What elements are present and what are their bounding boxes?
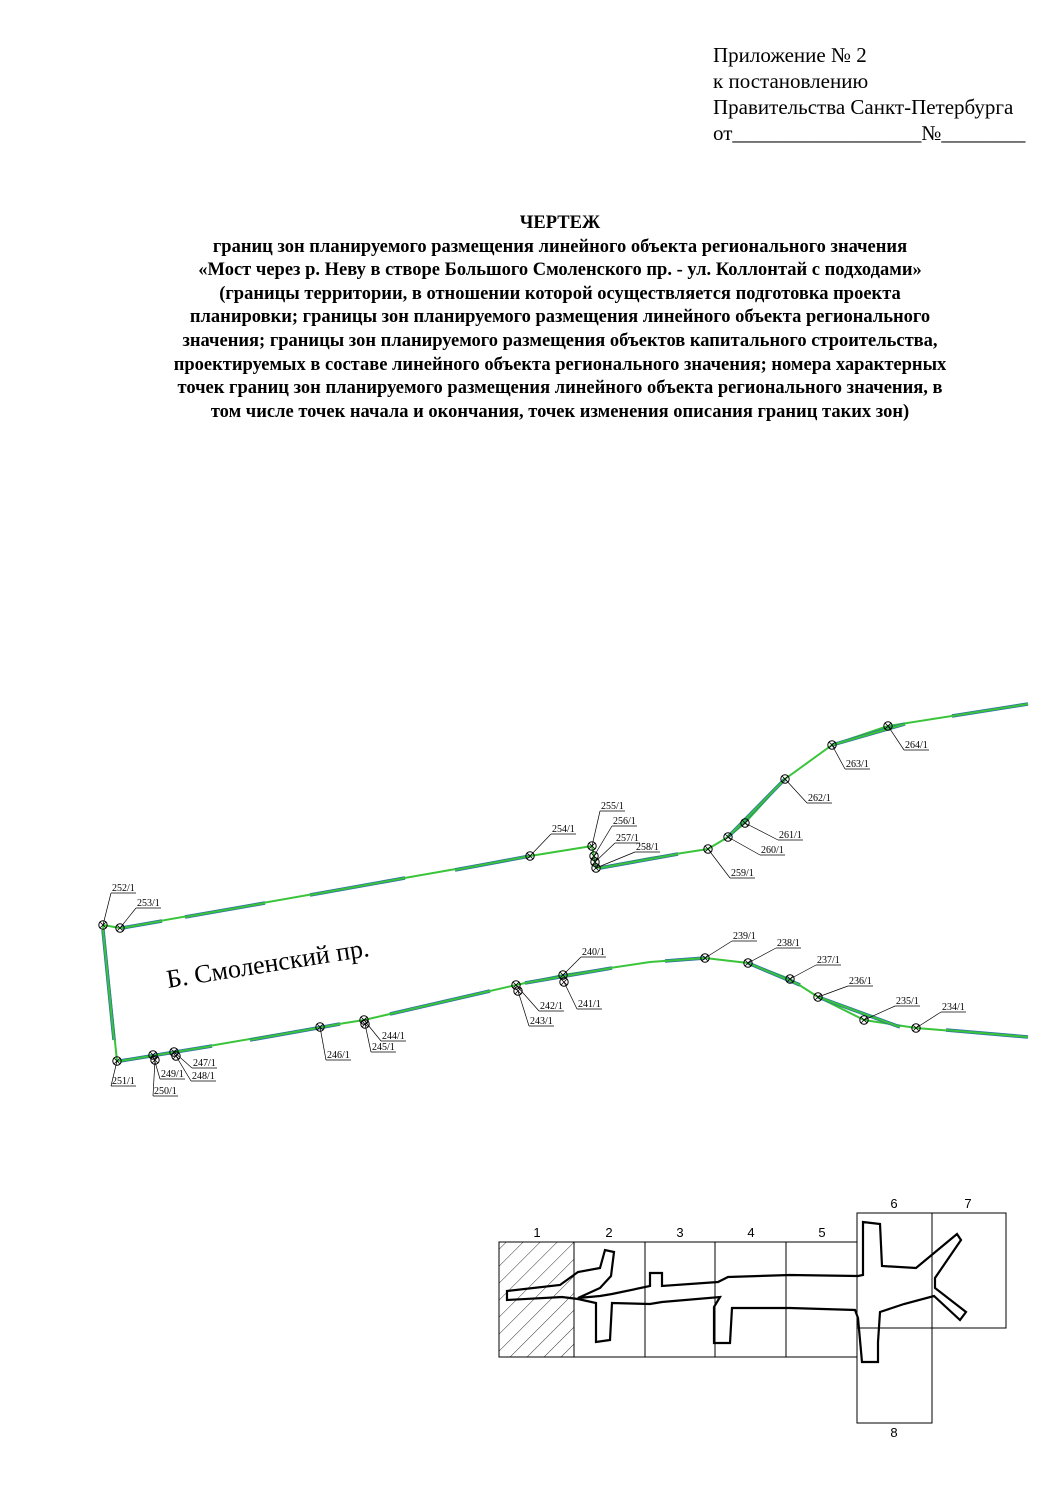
point-252-1: [99, 883, 136, 929]
sheet-6-8-cell: [857, 1213, 932, 1423]
title-line-8: том числе точек начала и окончания, точек изменения описания границ таких зон): [210, 401, 910, 422]
point-leader: [518, 991, 529, 1026]
sheet-index-numbers: [533, 1196, 971, 1440]
title-line-3: (границы территории, в отношении которой осуществляется подготовка проекта: [219, 283, 901, 304]
point-238-1: [744, 938, 801, 967]
sheet-num-2: 2: [605, 1225, 613, 1240]
point-261-1: [741, 819, 803, 841]
sheet-num-5: 5: [818, 1225, 826, 1240]
sheet-num-3: 3: [676, 1225, 684, 1240]
sheet-num-7: 7: [964, 1196, 972, 1211]
title-line-4: планировки; границы зон планируемого размещения линейного объекта регионального: [189, 307, 931, 328]
appendix-line-4: от__________________№________: [713, 121, 1026, 145]
appendix-line-1: Приложение № 2: [713, 43, 867, 67]
point-label: 256/1: [613, 816, 636, 827]
zone-segments: [103, 704, 1028, 1061]
point-label: 247/1: [193, 1058, 216, 1069]
point-leader: [103, 893, 111, 925]
point-label: 234/1: [942, 1002, 965, 1013]
point-leader: [745, 823, 778, 840]
point-label: 249/1: [161, 1069, 184, 1080]
appendix-line-3: Правительства Санкт-Петербурга: [713, 95, 1014, 119]
title-line-5: значения; границы зон планируемого размещения объектов капитального строительства,: [182, 330, 938, 351]
title-line-6: проектируемых в составе линейного объекта регионального значения; номера характерных: [173, 354, 947, 375]
point-239-1: [701, 931, 757, 962]
point-label: 263/1: [846, 759, 869, 770]
title-line-7: точек границ зон планируемого размещения линейного объекта регионального значения, в: [177, 378, 943, 399]
point-leader: [592, 811, 600, 846]
point-leader: [790, 965, 816, 979]
point-leader: [595, 843, 615, 862]
point-leader: [888, 726, 904, 750]
point-label: 243/1: [530, 1016, 553, 1027]
point-label: 253/1: [137, 898, 160, 909]
boundary-lines: [103, 704, 1028, 1061]
point-leader: [564, 982, 577, 1009]
south-boundary-line: [103, 925, 1028, 1061]
point-label: 257/1: [616, 833, 639, 844]
point-leader: [785, 779, 807, 803]
sheet-num-6: 6: [890, 1196, 898, 1211]
point-label: 251/1: [112, 1076, 135, 1087]
appendix-line-2: к постановлению: [713, 69, 869, 93]
point-260-1: [724, 833, 785, 856]
point-label: 245/1: [372, 1042, 395, 1053]
point-label: 248/1: [192, 1071, 215, 1082]
point-label: 236/1: [849, 976, 872, 987]
point-label: 250/1: [154, 1086, 177, 1097]
title-heading: ЧЕРТЕЖ: [519, 213, 601, 233]
zone-outline-key: [507, 1222, 966, 1362]
point-label: 239/1: [733, 931, 756, 942]
point-237-1: [786, 955, 841, 983]
point-label: 240/1: [582, 947, 605, 958]
point-label: 254/1: [552, 824, 575, 835]
point-label: 237/1: [817, 955, 840, 966]
point-leader: [916, 1012, 941, 1028]
point-label: 264/1: [905, 740, 928, 751]
point-leader: [365, 1024, 371, 1052]
point-label: 241/1: [578, 999, 601, 1010]
point-label: 242/1: [540, 1001, 563, 1012]
sheet-5-cell: [786, 1242, 857, 1357]
point-label: 261/1: [779, 830, 802, 841]
point-234-1: [912, 1002, 966, 1032]
point-leader: [516, 985, 539, 1011]
point-leader: [832, 745, 845, 769]
sheet-num-1: 1: [533, 1225, 541, 1240]
point-label: 244/1: [382, 1031, 405, 1042]
sheet-7-cell: [932, 1213, 1006, 1328]
point-label: 246/1: [327, 1050, 350, 1061]
point-label: 255/1: [601, 801, 624, 812]
point-leader: [705, 941, 732, 958]
point-leader: [818, 986, 848, 997]
point-236-1: [814, 976, 873, 1001]
street-label: Б. Смоленский пр.: [164, 933, 372, 994]
point-262-1: [781, 775, 832, 804]
point-label: 262/1: [808, 793, 831, 804]
title-line-1: границ зон планируемого размещения линейного объекта регионального значения: [212, 236, 908, 257]
point-259-1: [704, 845, 755, 879]
point-label: 252/1: [112, 883, 135, 894]
point-246-1: [316, 1023, 351, 1061]
sheet-num-4: 4: [747, 1225, 755, 1240]
north-boundary-line: [103, 704, 1028, 928]
point-label: 258/1: [636, 842, 659, 853]
point-241-1: [560, 978, 602, 1010]
point-label: 238/1: [777, 938, 800, 949]
point-leader: [594, 826, 612, 856]
point-leader: [708, 849, 730, 878]
sheet-index: [499, 1213, 1006, 1423]
sheet-num-8: 8: [890, 1425, 898, 1440]
title-line-2: «Мост через р. Неву в створе Большого Смоленского пр. - ул. Коллонтай с подходами»: [198, 260, 922, 281]
point-leader: [748, 948, 776, 963]
sheet-4-cell: [715, 1242, 786, 1357]
point-leader: [728, 837, 760, 855]
point-label: 260/1: [761, 845, 784, 856]
point-label: 259/1: [731, 868, 754, 879]
point-label: 235/1: [896, 996, 919, 1007]
point-leader: [320, 1027, 326, 1060]
